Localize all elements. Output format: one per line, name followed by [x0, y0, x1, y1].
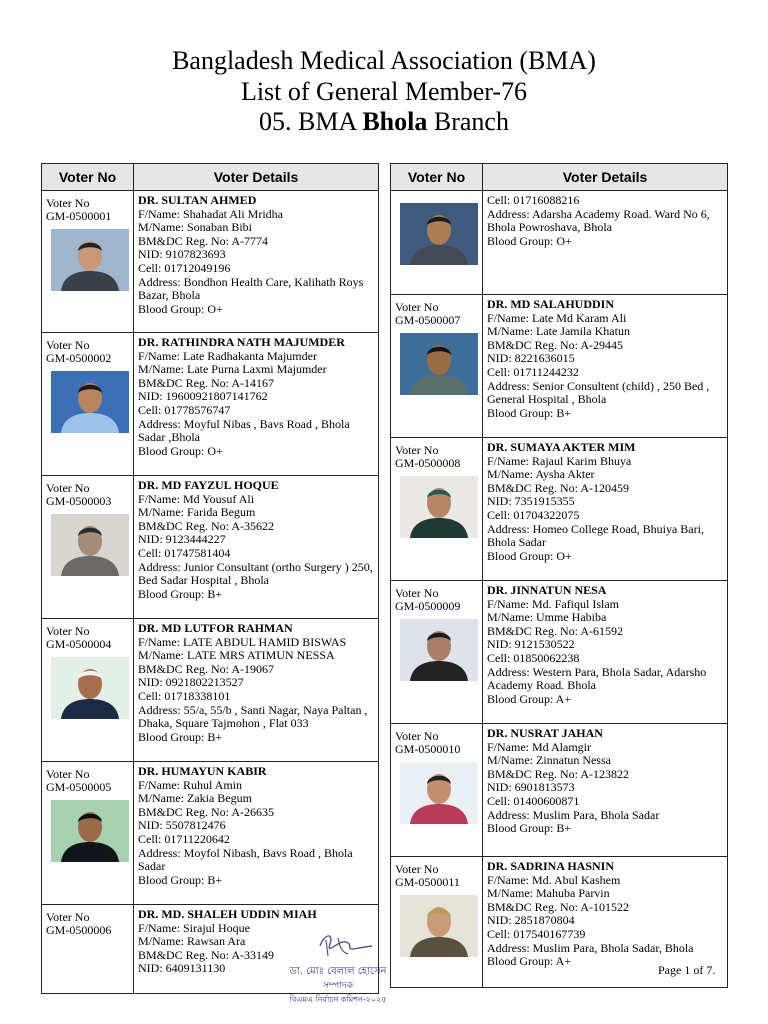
member-row [391, 581, 728, 724]
voter-details-header: Voter Details [134, 164, 379, 191]
member-detail-line: Blood Group: B+ [138, 586, 223, 601]
member-detail-line: M/Name: Mahuba Parvin [487, 886, 610, 901]
signature-name: ডা. মোঃ বেলাল হোসেন [289, 966, 387, 977]
member-detail-line: Blood Group: O+ [138, 443, 223, 458]
voter-id: GM-0500003 [46, 494, 112, 508]
table-header-row [42, 164, 379, 191]
voter-no-cell [42, 476, 134, 619]
signature-title: সম্পাদক [322, 981, 354, 991]
voter-details-header: Voter Details [483, 164, 728, 191]
member-name: DR. MD FAYZUL HOQUE [138, 478, 279, 492]
member-detail-line: Cell: 01712049196 [138, 260, 231, 275]
voter-id: GM-0500007 [395, 313, 461, 327]
member-detail-line: BM&DC Reg. No: A-61592 [487, 623, 624, 638]
member-detail-line: BM&DC Reg. No: A-19067 [138, 661, 275, 676]
member-row [391, 438, 728, 581]
member-detail-line: M/Name: Late Purna Laxmi Majumder [138, 362, 327, 377]
voter-no-cell [42, 191, 134, 333]
signature-stamp [268, 930, 408, 1010]
member-detail-line: M/Name: Zakia Begum [138, 791, 252, 806]
member-photo [400, 203, 478, 265]
member-detail-line: Address: Western Para, Bhola Sadar, Adarsho Academy Road. Bhola [487, 664, 707, 693]
member-detail-line: M/Name: Sonaban Bibi [138, 220, 252, 235]
voter-details-cell [134, 333, 379, 476]
member-detail-line: Address: 55/a, 55/b , Santi Nagar, Naya Paltan , Dhaka, Square Tajmohon , Flat 033 [138, 702, 368, 731]
member-detail-line: F/Name: LATE ABDUL HAMID BISWAS [138, 634, 347, 649]
member-detail-line: F/Name: Md Alamgir [487, 739, 591, 754]
voter-id: GM-0500001 [46, 209, 112, 223]
member-detail-line: Blood Group: A+ [487, 954, 572, 969]
voter-no-cell [42, 905, 134, 994]
voter-no-cell [391, 724, 483, 857]
member-row [391, 295, 728, 438]
member-detail-line: F/Name: Sirajul Hoque [138, 920, 250, 935]
voter-no-cell [42, 333, 134, 476]
member-detail-line: Address: Muslim Para, Bhola Sadar, Bhola [487, 940, 694, 955]
voter-details-cell [483, 295, 728, 438]
member-detail-line: NID: 6409131130 [138, 961, 226, 976]
member-detail-line: BM&DC Reg. No: A-123822 [487, 766, 630, 781]
member-detail-line: F/Name: Md. Abul Kashem [487, 872, 621, 887]
member-detail-line: F/Name: Late Radhakanta Majumder [138, 348, 317, 363]
member-detail-line: Cell: 01850062238 [487, 650, 580, 665]
member-detail-line: NID: 0921802213527 [138, 675, 244, 690]
member-name: DR. MD. SHALEH UDDIN MIAH [138, 907, 317, 921]
member-detail-line: M/Name: Aysha Akter [487, 467, 595, 482]
voter-no-cell [391, 191, 483, 295]
voter-no-label: Voter No [395, 300, 439, 314]
member-name: DR. HUMAYUN KABIR [138, 764, 267, 778]
member-detail-line: NID: 8221636015 [487, 351, 575, 366]
member-row [42, 762, 379, 905]
table-header-row [391, 164, 728, 191]
voter-no-label: Voter No [395, 729, 439, 743]
voter-details-cell [483, 581, 728, 724]
member-detail-line: Blood Group: B+ [138, 872, 223, 887]
member-detail-line: Blood Group: O+ [487, 548, 572, 563]
member-detail-line: F/Name: Ruhul Amin [138, 777, 243, 792]
member-photo [400, 333, 478, 395]
voter-details-cell [134, 619, 379, 762]
voter-no-cell [42, 619, 134, 762]
member-name: DR. SADRINA HASNIN [487, 859, 615, 873]
member-detail-line: Blood Group: B+ [487, 405, 572, 420]
document-subtitle: List of General Member-76 [240, 77, 528, 106]
voter-details-cell [134, 762, 379, 905]
voter-details-cell [483, 191, 728, 295]
member-detail-line: BM&DC Reg. No: A-14167 [138, 375, 275, 390]
member-detail-line: M/Name: Late Jamila Khatun [487, 324, 630, 339]
member-row [42, 619, 379, 762]
member-photo [51, 371, 129, 433]
member-detail-line: Blood Group: O+ [487, 233, 572, 248]
member-detail-line: Address: Moyfol Nibash, Bavs Road , Bhola Sadar [138, 845, 353, 874]
member-detail-line: NID: 2851870804 [487, 913, 575, 928]
member-detail-line: M/Name: Rawsan Ara [138, 934, 246, 949]
member-detail-line: BM&DC Reg. No: A-35622 [138, 518, 275, 533]
left-member-table [41, 163, 379, 994]
member-detail-line: Address: Adarsha Academy Road. Ward No 6, Bhola Powroshava, Bhola [487, 206, 710, 235]
member-detail-line: NID: 7351915355 [487, 494, 575, 509]
member-detail-line: BM&DC Reg. No: A-26635 [138, 804, 275, 819]
member-detail-line: Cell: 017540167739 [487, 926, 586, 941]
member-detail-line: Blood Group: A+ [487, 691, 572, 706]
signature-org: বিএমএ নির্বাচন কমিশন-২০২৫ [289, 995, 387, 1004]
member-detail-line: Cell: 01747581404 [138, 545, 231, 560]
branch-title: 05. BMA Bhola Branch [259, 107, 509, 136]
member-detail-line: NID: 9123444227 [138, 532, 226, 547]
member-photo [51, 657, 129, 719]
member-detail-line: NID: 9121530522 [487, 637, 575, 652]
member-photo [51, 229, 129, 291]
voter-no-cell [391, 581, 483, 724]
member-row [42, 333, 379, 476]
member-detail-line: M/Name: LATE MRS ATIMUN NESSA [138, 648, 335, 663]
member-photo [400, 476, 478, 538]
member-detail-line: NID: 9107823693 [138, 247, 226, 262]
voter-no-cell [42, 762, 134, 905]
member-row [42, 476, 379, 619]
member-detail-line: Blood Group: O+ [138, 301, 223, 316]
voter-details-cell [483, 438, 728, 581]
voter-no-header: Voter No [42, 164, 134, 191]
member-detail-line: F/Name: Late Md Karam Ali [487, 310, 627, 325]
member-name: DR. MD LUTFOR RAHMAN [138, 621, 293, 635]
voter-no-cell [391, 295, 483, 438]
member-detail-line: Blood Group: B+ [487, 821, 572, 836]
voter-id: GM-0500009 [395, 599, 461, 613]
member-detail-line: Address: Muslim Para, Bhola Sadar [487, 807, 660, 822]
voter-id: GM-0500005 [46, 780, 112, 794]
voter-no-label: Voter No [395, 586, 439, 600]
voter-no-label: Voter No [46, 910, 90, 924]
member-detail-line: Cell: 01704322075 [487, 507, 580, 522]
member-detail-line: F/Name: Rajaul Karim Bhuya [487, 453, 632, 468]
voter-id: GM-0500002 [46, 351, 112, 365]
voter-no-label: Voter No [46, 338, 90, 352]
member-name: DR. RATHINDRA NATH MAJUMDER [138, 335, 345, 349]
member-detail-line: M/Name: Farida Begum [138, 505, 256, 520]
voter-no-cell [391, 438, 483, 581]
member-detail-line: F/Name: Md Yousuf Ali [138, 491, 255, 506]
member-photo [400, 895, 478, 957]
member-detail-line: BM&DC Reg. No: A-29445 [487, 337, 624, 352]
member-detail-line: F/Name: Md. Fafiqul Islam [487, 596, 619, 611]
member-detail-line: F/Name: Shahadat Ali Mridha [138, 206, 283, 221]
member-row [42, 191, 379, 333]
member-detail-line: NID: 19600921807141762 [138, 389, 268, 404]
voter-no-label: Voter No [46, 481, 90, 495]
member-detail-line: Cell: 01718338101 [138, 688, 231, 703]
member-detail-line: Address: Bondhon Health Care, Kalihath Roys Bazar, Bhola [138, 274, 364, 303]
right-member-table [390, 163, 728, 988]
member-detail-line: Address: Homeo College Road, Bhuiya Bari, Bhola Sadar [487, 521, 704, 550]
voter-id: GM-0500011 [395, 875, 460, 889]
voter-no-label: Voter No [46, 624, 90, 638]
member-detail-line: Address: Junior Consultant (ortho Surgery ) 250, Bed Sadar Hospital , Bhola [138, 559, 373, 588]
member-row [391, 191, 728, 295]
member-photo [51, 514, 129, 576]
member-detail-line: Cell: 01711220642 [138, 831, 230, 846]
voter-details-cell [134, 191, 379, 333]
member-detail-line: BM&DC Reg. No: A-101522 [487, 899, 630, 914]
member-detail-line: Cell: 01711244232 [487, 364, 579, 379]
voter-no-header: Voter No [391, 164, 483, 191]
member-detail-line: NID: 6901813573 [487, 780, 575, 795]
member-photo [400, 762, 478, 824]
voter-id: GM-0500008 [395, 456, 461, 470]
voter-id: GM-0500006 [46, 923, 112, 937]
member-detail-line: NID: 5507812476 [138, 818, 226, 833]
voter-details-cell [134, 476, 379, 619]
member-name: DR. MD SALAHUDDIN [487, 297, 615, 311]
member-name: DR. SULTAN AHMED [138, 193, 257, 207]
document-title: Bangladesh Medical Association (BMA) [172, 46, 596, 75]
member-name: DR. NUSRAT JAHAN [487, 726, 603, 740]
voter-no-label: Voter No [395, 862, 439, 876]
member-detail-line: BM&DC Reg. No: A-7774 [138, 233, 269, 248]
member-detail-line: Cell: 01400600871 [487, 793, 580, 808]
member-detail-line: BM&DC Reg. No: A-120459 [487, 480, 630, 495]
member-photo [400, 619, 478, 681]
member-name: DR. SUMAYA AKTER MIM [487, 440, 636, 454]
member-detail-line: Cell: 01716088216 [487, 193, 580, 207]
member-row [391, 724, 728, 857]
voter-details-cell [483, 724, 728, 857]
member-detail-line: Cell: 01778576747 [138, 402, 231, 417]
member-photo [51, 800, 129, 862]
page-number: Page 1 of 7. [658, 963, 716, 977]
member-detail-line: Blood Group: B+ [138, 729, 223, 744]
member-detail-line: Address: Senior Consultent (child) , 250 Bed , General Hospital , Bhola [487, 378, 710, 407]
member-detail-line: M/Name: Zinnatun Nessa [487, 753, 611, 768]
voter-no-label: Voter No [395, 443, 439, 457]
member-name: DR. JINNATUN NESA [487, 583, 607, 597]
voter-no-label: Voter No [46, 196, 90, 210]
member-detail-line: BM&DC Reg. No: A-33149 [138, 947, 275, 962]
voter-id: GM-0500010 [395, 742, 461, 756]
voter-no-label: Voter No [46, 767, 90, 781]
voter-id: GM-0500004 [46, 637, 112, 651]
member-detail-line: Address: Moyful Nibas , Bavs Road , Bhola Sadar ,Bhola [138, 416, 350, 445]
member-detail-line: M/Name: Umme Habiba [487, 610, 607, 625]
